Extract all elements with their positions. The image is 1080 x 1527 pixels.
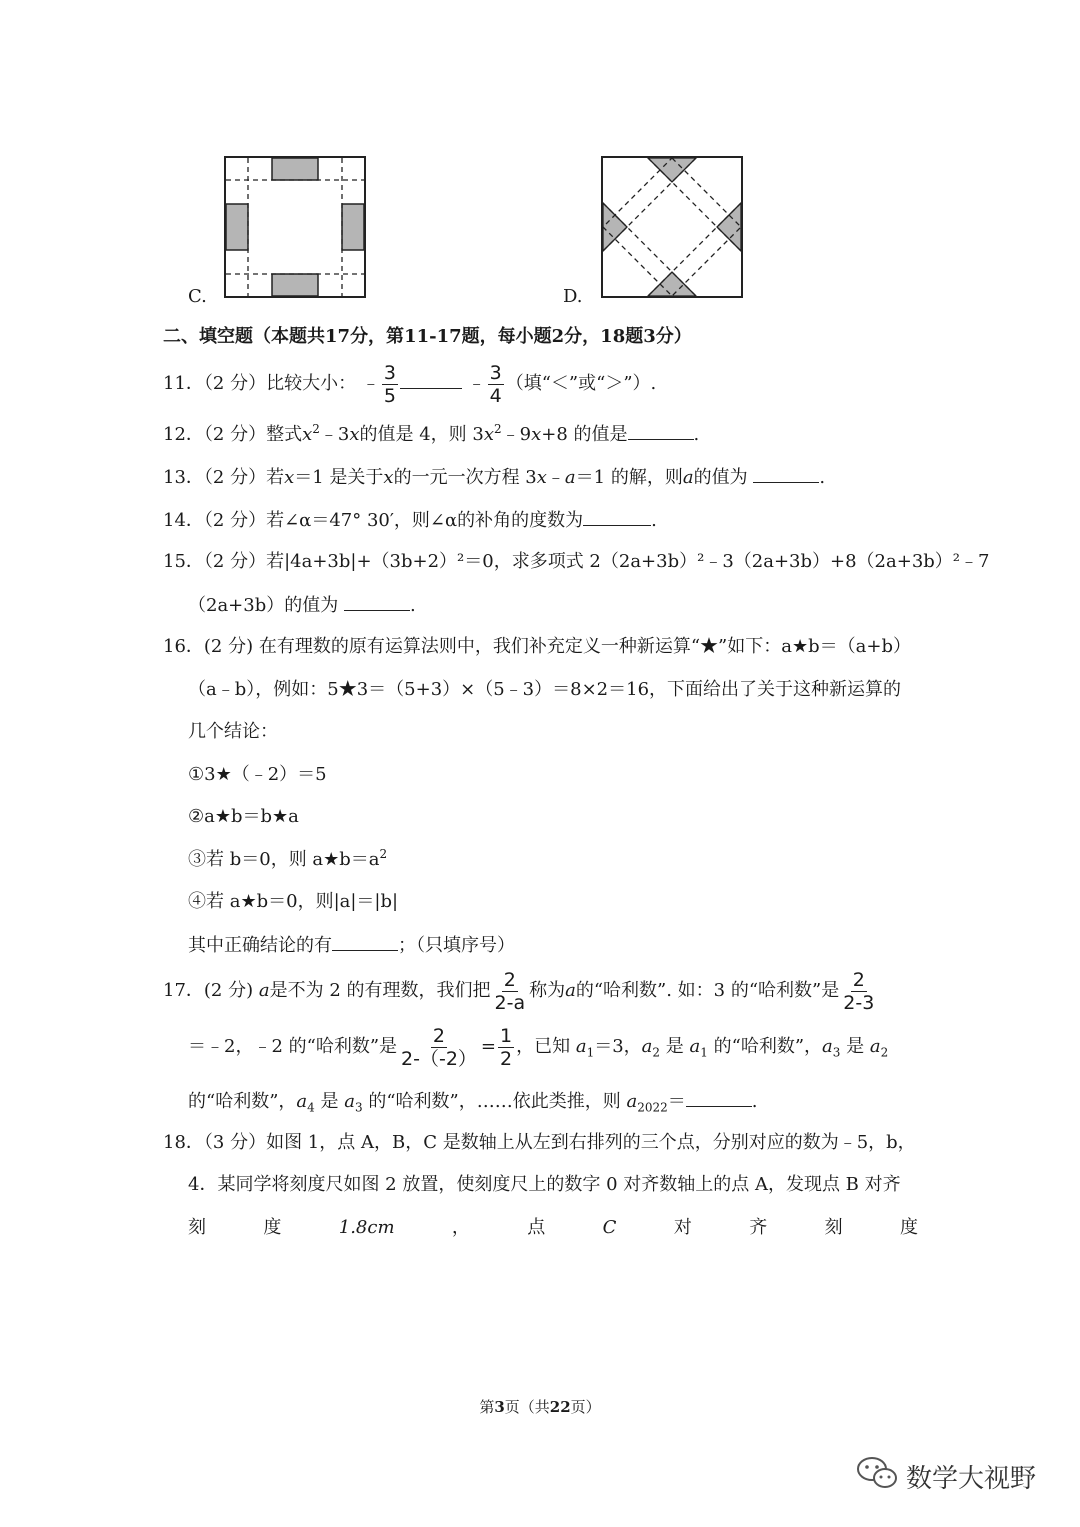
watermark-text: 数学大视野 xyxy=(906,1464,1037,1494)
question-13: 13．（2 分）若x＝1 是关于x的一元一次方程 3x﹣a＝1 的解，则a的值为 . xyxy=(163,464,825,491)
question-11: 11．（2 分）比较大小： ﹣ $\frac{3}{5}$ ﹣ $\frac{3}{4}$ （填“＜”或“＞”）. xyxy=(163,361,657,407)
conclusion-4: ④若 a★b＝0，则|a|＝|b| xyxy=(188,891,399,912)
figure-d xyxy=(601,156,743,298)
question-16-ask: 其中正确结论的有 ；（只填序号） xyxy=(188,932,515,959)
question-12: 12．（2 分）整式$x^2﹣3x$的值是 4，则 $3x^2﹣9x+8$ 的值是 . xyxy=(163,422,700,445)
answer-blank-11 xyxy=(400,370,462,389)
question-17-line-3: 的“哈利数”，$a_4$ 是 $a_3$ 的“哈利数”，……依此类推，则 $a_{2022}=$ . xyxy=(188,1088,758,1115)
question-18-line-3: 刻 度 1.8cm ， 点 C 对 齐 刻 度 xyxy=(188,1217,918,1238)
question-15-line-1: 15．（2 分）若|4a+3b|+（3b+2）²＝0，求多项式 2（2a+3b）²﹣3（2a+3b）+8（2a+3b）²﹣7 xyxy=(163,551,990,572)
page-footer: 第3页（共22页） xyxy=(479,1398,601,1416)
figure-d-label: D. xyxy=(563,286,583,307)
fraction-1-2: $\frac{1}{2}$ xyxy=(500,1024,513,1070)
question-18-line-2: 4．某同学将刻度尺如图 2 放置，使刻度尺上的数字 0 对齐数轴上的点 A，发现点 B 对齐 xyxy=(188,1174,901,1195)
question-17-line-2: ＝﹣2，﹣2 的“哈利数”是 $\frac{2}{2-(-2)}$ = $\frac{1}{2}$ ，已知 $a_1=3$，$a_2$ 是 $a_1$ 的“哈利数”，$a_3$ 是 $a_2$ xyxy=(188,1024,889,1070)
answer-blank-15 xyxy=(344,592,410,611)
wechat-icon xyxy=(856,1455,900,1491)
figure-c-label: C. xyxy=(188,286,207,307)
answer-blank-17 xyxy=(686,1088,752,1107)
question-15-line-2: （2a+3b）的值为 . xyxy=(188,592,416,619)
figure-d-drawing xyxy=(601,156,743,298)
question-17-line-1: 17．(2 分) a是不为 2 的有理数，我们把 $\frac{2}{2-a}$ 称为a的“哈利数”. 如：3 的“哈利数”是 $\frac{2}{2-3}$ xyxy=(163,968,875,1014)
question-16-line-3: 几个结论： xyxy=(188,721,278,742)
answer-blank-16 xyxy=(332,932,398,951)
figure-c-drawing xyxy=(224,156,366,298)
section-heading: 二、填空题（本题共17分，第11-17题，每小题2分，18题3分） xyxy=(163,326,692,347)
conclusion-2: ②a★b＝b★a xyxy=(188,806,299,827)
fraction-2-over-2-minus-neg2: $\frac{2}{2-(-2)}$ xyxy=(401,1024,477,1070)
fraction-2-over-2-minus-a: $\frac{2}{2-a}$ xyxy=(494,968,526,1014)
conclusion-1: ①3★（﹣2）＝5 xyxy=(188,764,327,785)
figure-c xyxy=(224,156,366,298)
question-18-line-1: 18．（3 分）如图 1，点 A，B，C 是数轴上从左到右排列的三个点，分别对应的数为﹣5，b， xyxy=(163,1132,916,1153)
conclusion-3: ③若 b＝0，则 $a★b=a^2$ xyxy=(188,847,388,870)
question-16-line-2: （a﹣b），例如：5★3＝（5+3）×（5﹣3）＝8×2＝16，下面给出了关于这种新运算的 xyxy=(188,679,902,700)
fraction-3-4: $\frac{3}{4}$ xyxy=(489,361,502,407)
answer-blank-14 xyxy=(583,507,651,526)
question-14: 14．（2 分）若∠α＝47° 30′，则∠α的补角的度数为 . xyxy=(163,507,657,534)
fraction-2-over-2-minus-3: $\frac{2}{2-3}$ xyxy=(843,968,875,1014)
question-16-line-1: 16．(2 分) 在有理数的原有运算法则中，我们补充定义一种新运算“★”如下：a★b＝（a+b） xyxy=(163,636,911,657)
answer-blank-12 xyxy=(628,421,694,440)
fraction-3-5: $\frac{3}{5}$ xyxy=(383,361,396,407)
wechat-icon-drawing xyxy=(856,1455,900,1491)
answer-blank-13 xyxy=(753,464,819,483)
